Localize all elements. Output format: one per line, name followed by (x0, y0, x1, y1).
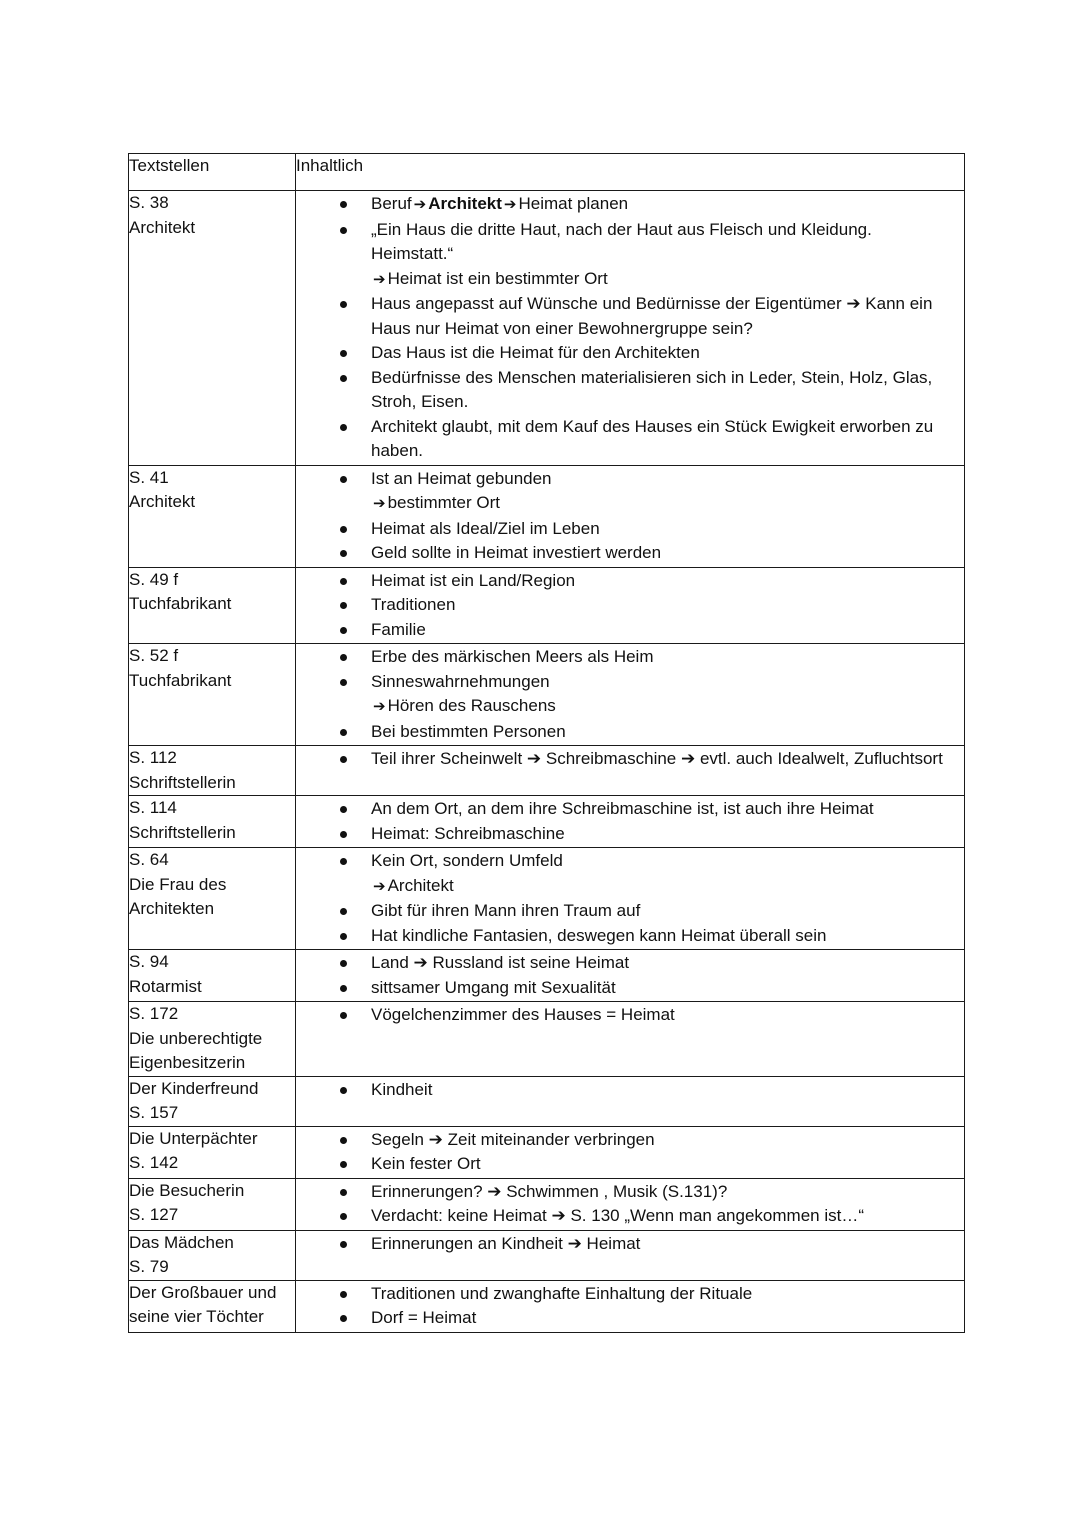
bullet-point (371, 1282, 954, 1307)
bullet-list (296, 1281, 964, 1332)
bullet-point (371, 467, 954, 517)
content-cell (296, 746, 965, 796)
table-row (129, 796, 965, 848)
point-text: Das Haus ist die Heimat für den Architekten (371, 343, 700, 362)
arrow-right-icon: ➔ (503, 196, 517, 213)
point-emphasis: Architekt (428, 194, 502, 213)
bullet-point (371, 192, 954, 218)
point-text: Geld sollte in Heimat investiert werden (371, 543, 662, 562)
arrow-right-icon: ➔ (373, 698, 386, 715)
text-reference: S. 38 Architekt (129, 191, 296, 466)
table-body (129, 191, 965, 1333)
content-cell (296, 644, 965, 746)
sub-point (371, 267, 954, 293)
sub-point-text: Architekt (387, 875, 454, 895)
table-row (129, 465, 965, 567)
point-text: Beruf (371, 194, 412, 213)
bullet-point (371, 541, 954, 566)
bullet-point (371, 618, 954, 643)
point-text: „Ein Haus die dritte Haut, nach der Haut aus Fleisch und Kleidung. Heimstatt.“ (371, 219, 872, 263)
content-cell (296, 796, 965, 848)
bullet-list (296, 746, 964, 773)
bullet-list (296, 1127, 964, 1178)
point-text: Teil ihrer Scheinwelt ➔ Schreibmaschine ➔ evtl. auch Idealwelt, Zufluchtsort (371, 749, 943, 768)
table-row (129, 567, 965, 644)
notes-table (128, 153, 965, 1333)
text-reference: Der Kinderfreund S. 157 (129, 1076, 296, 1126)
bullet-point (371, 747, 954, 772)
bullet-list (296, 568, 964, 644)
bullet-point (371, 366, 954, 415)
bullet-list (296, 1002, 964, 1029)
content-cell (296, 848, 965, 950)
sub-point-text: Heimat ist ein bestimmter Ort (387, 268, 608, 288)
point-text: Heimat als Ideal/Ziel im Leben (371, 518, 600, 538)
bullet-point (371, 1232, 954, 1257)
content-cell (296, 191, 965, 466)
content-cell (296, 1126, 965, 1178)
content-cell (296, 1280, 965, 1332)
bullet-list (296, 1231, 964, 1258)
table-row (129, 1126, 965, 1178)
point-text: Gibt für ihren Mann ihren Traum auf (371, 901, 641, 920)
table-row (129, 1230, 965, 1280)
point-text: Bei bestimmten Personen (371, 721, 566, 741)
content-cell (296, 567, 965, 644)
bullet-point (371, 1078, 954, 1103)
point-text: Haus angepasst auf Wünsche und Bedürnisse der Eigentümer ➔ Kann ein Haus nur Heimat von einer Bewohnergruppe sein? (371, 294, 933, 338)
text-reference: Die Unterpächter S. 142 (129, 1126, 296, 1178)
table-row (129, 1280, 965, 1332)
arrow-right-icon: ➔ (373, 877, 386, 895)
bullet-point (371, 1204, 954, 1229)
content-cell (296, 1178, 965, 1230)
point-text: Dorf = Heimat (371, 1308, 477, 1327)
point-text: Sinneswahrnehmungen (371, 671, 550, 691)
bullet-list (296, 1077, 964, 1104)
bullet-list (296, 950, 964, 1001)
point-text: Ist an Heimat gebunden (371, 468, 552, 488)
bullet-point (371, 593, 954, 618)
bullet-point (371, 341, 954, 366)
sub-point-text: Hören des Rauschens (387, 696, 556, 715)
bullet-point (371, 569, 954, 594)
text-reference: Der Großbauer und seine vier Töchter (129, 1280, 296, 1332)
sub-point (371, 874, 954, 900)
bullet-point (371, 849, 954, 899)
text-reference: Das Mädchen S. 79 (129, 1230, 296, 1280)
point-text: Erinnerungen an Kindheit ➔ Heimat (371, 1233, 641, 1253)
bullet-list (296, 191, 964, 465)
bullet-point (371, 924, 954, 949)
bullet-point (371, 517, 954, 542)
bullet-point (371, 1003, 954, 1028)
content-cell (296, 1002, 965, 1077)
header-textstellen: Textstellen (129, 154, 296, 191)
text-reference: S. 94 Rotarmist (129, 950, 296, 1002)
point-text: Segeln ➔ Zeit miteinander verbringen (371, 1129, 655, 1149)
point-text: Traditionen (371, 595, 456, 614)
point-text: Heimat planen (518, 194, 629, 213)
point-text: Traditionen und zwanghafte Einhaltung der Rituale (371, 1283, 753, 1303)
table-row (129, 644, 965, 746)
text-reference: S. 114 Schriftstellerin (129, 796, 296, 848)
content-cell (296, 465, 965, 567)
sub-point-text: bestimmter Ort (387, 493, 500, 512)
text-reference: Die Besucherin S. 127 (129, 1178, 296, 1230)
bullet-point (371, 1306, 954, 1331)
point-text: Verdacht: keine Heimat ➔ S. 130 „Wenn man angekommen ist…“ (371, 1206, 864, 1225)
arrow-right-icon: ➔ (373, 495, 386, 512)
table-row (129, 191, 965, 466)
bullet-list (296, 1179, 964, 1230)
header-inhaltlich: Inhaltlich (296, 154, 965, 191)
point-text: Kein Ort, sondern Umfeld (371, 851, 563, 870)
content-cell (296, 1076, 965, 1126)
text-reference: S. 64 Die Frau des Architekten (129, 848, 296, 950)
table-header-row (129, 154, 965, 191)
bullet-point (371, 292, 954, 341)
bullet-point (371, 1128, 954, 1153)
bullet-point (371, 415, 954, 464)
text-reference: S. 41 Architekt (129, 465, 296, 567)
text-reference: S. 112 Schriftstellerin (129, 746, 296, 796)
bullet-point (371, 1180, 954, 1205)
point-text: Erinnerungen? ➔ Schwimmen , Musik (S.131)? (371, 1181, 728, 1201)
content-cell (296, 950, 965, 1002)
bullet-point (371, 670, 954, 720)
point-text: Hat kindliche Fantasien, deswegen kann Heimat überall sein (371, 925, 827, 945)
arrow-right-icon: ➔ (373, 270, 386, 288)
table-row (129, 1178, 965, 1230)
table-row (129, 1076, 965, 1126)
point-text: Erbe des märkischen Meers als Heim (371, 647, 654, 666)
sub-point (371, 491, 954, 517)
bullet-point (371, 218, 954, 293)
bullet-point (371, 720, 954, 745)
table-row (129, 848, 965, 950)
bullet-point (371, 645, 954, 670)
bullet-list (296, 796, 964, 847)
bullet-point (371, 951, 954, 976)
table-row (129, 950, 965, 1002)
bullet-point (371, 1152, 954, 1177)
arrow-right-icon: ➔ (413, 196, 427, 213)
bullet-list (296, 466, 964, 567)
bullet-point (371, 976, 954, 1001)
text-reference: S. 52 f Tuchfabrikant (129, 644, 296, 746)
bullet-point (371, 797, 954, 822)
table-row (129, 1002, 965, 1077)
point-text: Kindheit (371, 1079, 433, 1099)
point-text: Kein fester Ort (371, 1154, 481, 1173)
point-text: sittsamer Umgang mit Sexualität (371, 977, 616, 997)
point-text: Land ➔ Russland ist seine Heimat (371, 953, 630, 972)
point-text: Bedürfnisse des Menschen materialisieren sich in Leder, Stein, Holz, Glas, Stroh, Eisen. (371, 367, 933, 411)
point-text: Heimat ist ein Land/Region (371, 570, 576, 590)
point-text: Architekt glaubt, mit dem Kauf des Hauses ein Stück Ewigkeit erworben zu haben. (371, 416, 934, 460)
bullet-point (371, 899, 954, 924)
sub-point (371, 694, 954, 720)
point-text: Heimat: Schreibmaschine (371, 823, 565, 843)
bullet-point (371, 822, 954, 847)
table-row (129, 746, 965, 796)
point-text: Familie (371, 619, 426, 639)
bullet-list (296, 848, 964, 949)
point-text: An dem Ort, an dem ihre Schreibmaschine ist, ist auch ihre Heimat (371, 799, 874, 818)
bullet-list (296, 644, 964, 745)
content-cell (296, 1230, 965, 1280)
text-reference: S. 49 f Tuchfabrikant (129, 567, 296, 644)
point-text: Vögelchenzimmer des Hauses = Heimat (371, 1005, 675, 1024)
text-reference: S. 172 Die unberechtigte Eigenbesitzerin (129, 1002, 296, 1077)
